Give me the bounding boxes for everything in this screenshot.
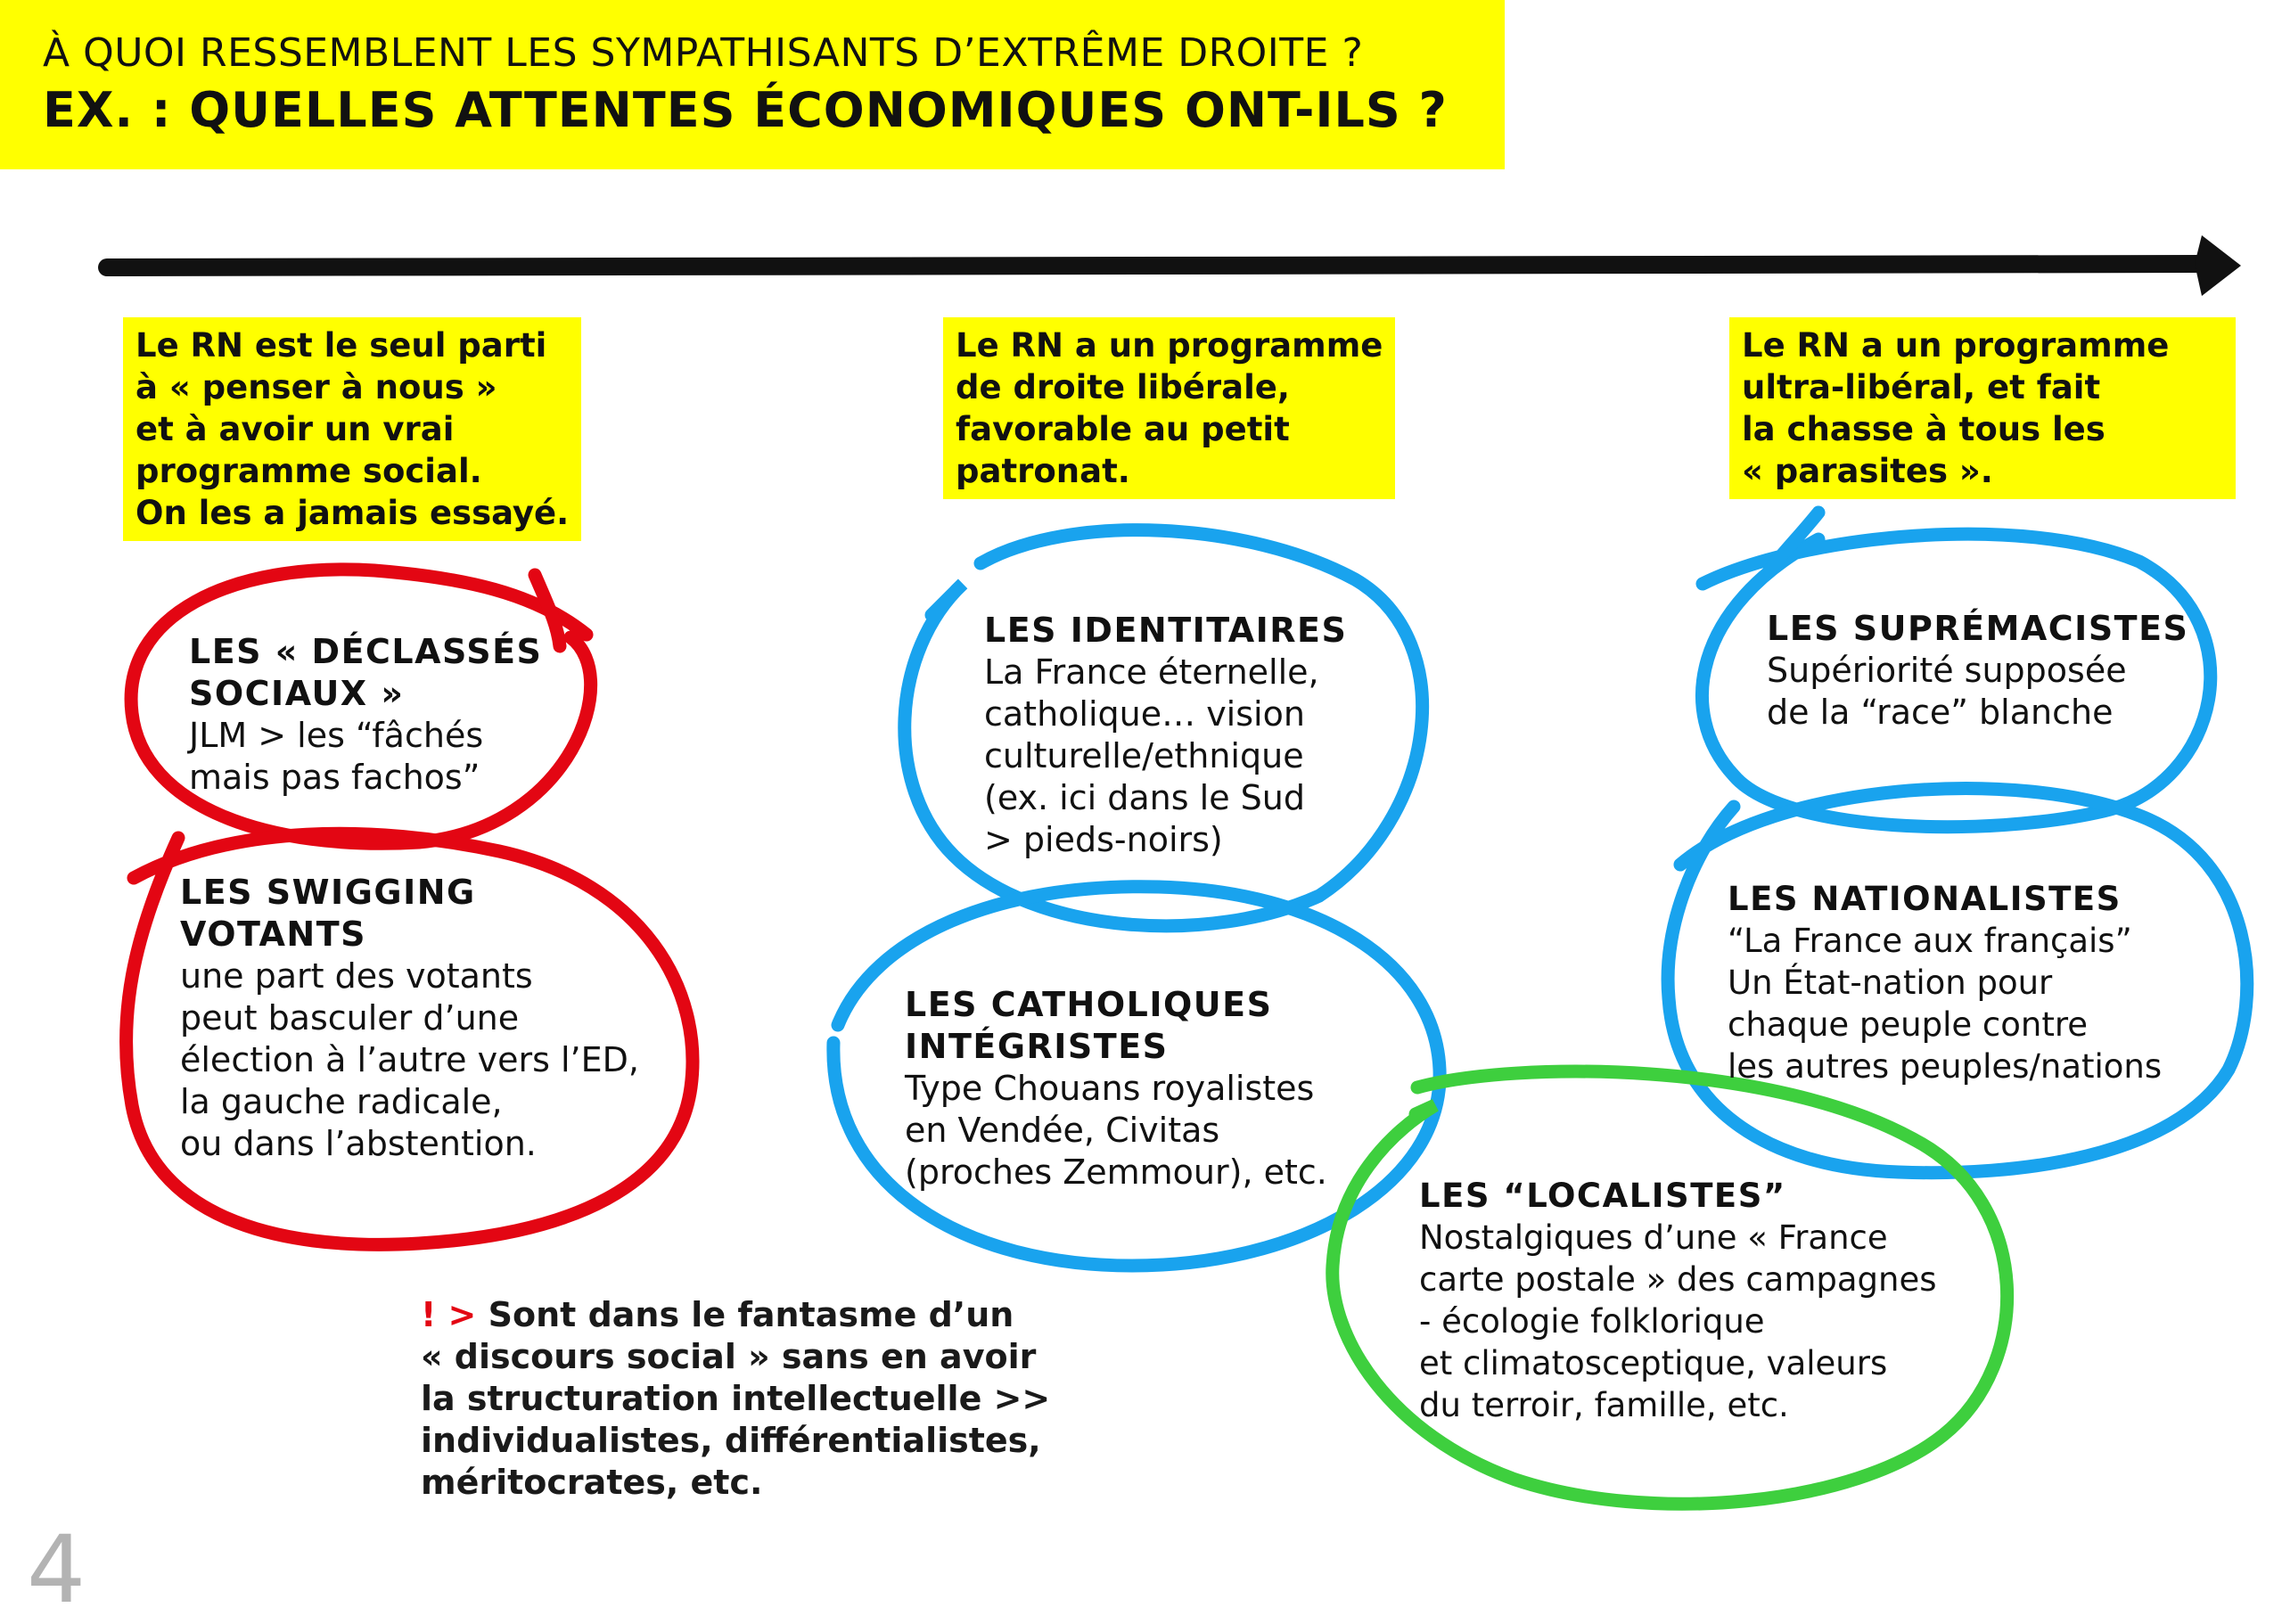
expectation-note-ultraliberal	[1729, 317, 2236, 499]
group-line: chaque peuple contre	[1728, 1005, 2089, 1044]
group-line: mais pas fachos”	[189, 758, 480, 797]
note-line: de droite libérale,	[956, 368, 1290, 406]
footnote-line: méritocrates, etc.	[421, 1463, 763, 1502]
group-supremacistes	[1767, 608, 2188, 734]
group-title: SOCIAUX »	[189, 674, 405, 713]
group-line: ou dans l’abstention.	[180, 1124, 537, 1163]
group-title: LES « DÉCLASSÉS	[189, 632, 543, 671]
note-line: On les a jamais essayé.	[135, 494, 570, 532]
group-title: VOTANTS	[180, 915, 367, 954]
group-line: en Vendée, Civitas	[905, 1111, 1220, 1150]
group-title: INTÉGRISTES	[905, 1027, 1169, 1066]
footnote-line: individualistes, différentialistes,	[421, 1421, 1041, 1460]
footnote	[421, 1294, 1050, 1504]
group-title: LES SUPRÉMACISTES	[1767, 609, 2189, 648]
group-title: LES SWIGGING	[180, 873, 476, 912]
group-catholiques	[905, 984, 1327, 1193]
group-line: la gauche radicale,	[180, 1082, 503, 1121]
note-line: Le RN a un programme	[956, 326, 1383, 365]
group-line: catholique… vision	[984, 694, 1305, 734]
group-line: Nostalgiques d’une « France	[1419, 1218, 1888, 1257]
group-line: élection à l’autre vers l’ED,	[180, 1040, 639, 1079]
group-title: LES IDENTITAIRES	[984, 611, 1348, 650]
group-line: Type Chouans royalistes	[905, 1069, 1315, 1108]
note-line: favorable au petit	[956, 410, 1290, 448]
note-line: et à avoir un vrai	[135, 410, 455, 448]
group-line: La France éternelle,	[984, 652, 1319, 692]
group-line: et climatosceptique, valeurs	[1419, 1344, 1888, 1382]
note-line: « parasites ».	[1742, 452, 1993, 490]
header-subtitle: À QUOI RESSEMBLENT LES SYMPATHISANTS D’EXTRÊME DROITE ?	[43, 30, 1364, 76]
group-localistes	[1419, 1175, 1937, 1426]
note-line: patronat.	[956, 452, 1130, 490]
footnote-line: « discours social » sans en avoir	[421, 1337, 1037, 1376]
arrow-right-icon	[107, 235, 2241, 296]
group-nationalistes	[1728, 878, 2162, 1087]
group-title: LES NATIONALISTES	[1728, 880, 2122, 918]
note-line: programme social.	[135, 452, 482, 490]
note-line: à « penser à nous »	[135, 368, 497, 406]
header-title: EX. : QUELLES ATTENTES ÉCONOMIQUES ONT-ILS ?	[43, 82, 1448, 138]
group-line: Supériorité supposée	[1767, 651, 2127, 690]
group-line: les autres peuples/nations	[1728, 1047, 2163, 1086]
group-line: JLM > les “fâchés	[189, 716, 484, 755]
group-line: “La France aux français”	[1728, 922, 2132, 960]
group-line: carte postale » des campagnes	[1419, 1260, 1937, 1299]
group-line: du terroir, famille, etc.	[1419, 1386, 1789, 1424]
group-line: (ex. ici dans le Sud	[984, 778, 1305, 817]
expectation-note-social	[123, 317, 581, 541]
footnote-line: Sont dans le fantasme d’un	[488, 1295, 1014, 1334]
group-title: LES CATHOLIQUES	[905, 985, 1273, 1024]
group-line: une part des votants	[180, 956, 533, 996]
group-line: culturelle/ethnique	[984, 736, 1304, 775]
page-number: 4	[27, 1515, 86, 1624]
warning-marker: ! >	[421, 1295, 477, 1334]
note-line: la chasse à tous les	[1742, 410, 2106, 448]
group-line: (proches Zemmour), etc.	[905, 1152, 1327, 1192]
group-line: Un État-nation pour	[1728, 964, 2053, 1002]
group-line: - écologie folklorique	[1419, 1302, 1765, 1341]
group-line: de la “race” blanche	[1767, 693, 2114, 732]
expectation-note-liberal	[943, 317, 1395, 499]
note-line: Le RN a un programme	[1742, 326, 2170, 365]
note-line: Le RN est le seul parti	[135, 326, 547, 365]
note-line: ultra-libéral, et fait	[1742, 368, 2101, 406]
footnote-line: la structuration intellectuelle >>	[421, 1379, 1051, 1418]
group-swigging	[180, 872, 639, 1165]
group-declasses	[189, 631, 542, 799]
group-title: LES “LOCALISTES”	[1419, 1177, 1786, 1215]
group-line: > pieds-noirs)	[984, 820, 1223, 859]
group-identitaires	[984, 610, 1347, 861]
group-line: peut basculer d’une	[180, 998, 520, 1038]
